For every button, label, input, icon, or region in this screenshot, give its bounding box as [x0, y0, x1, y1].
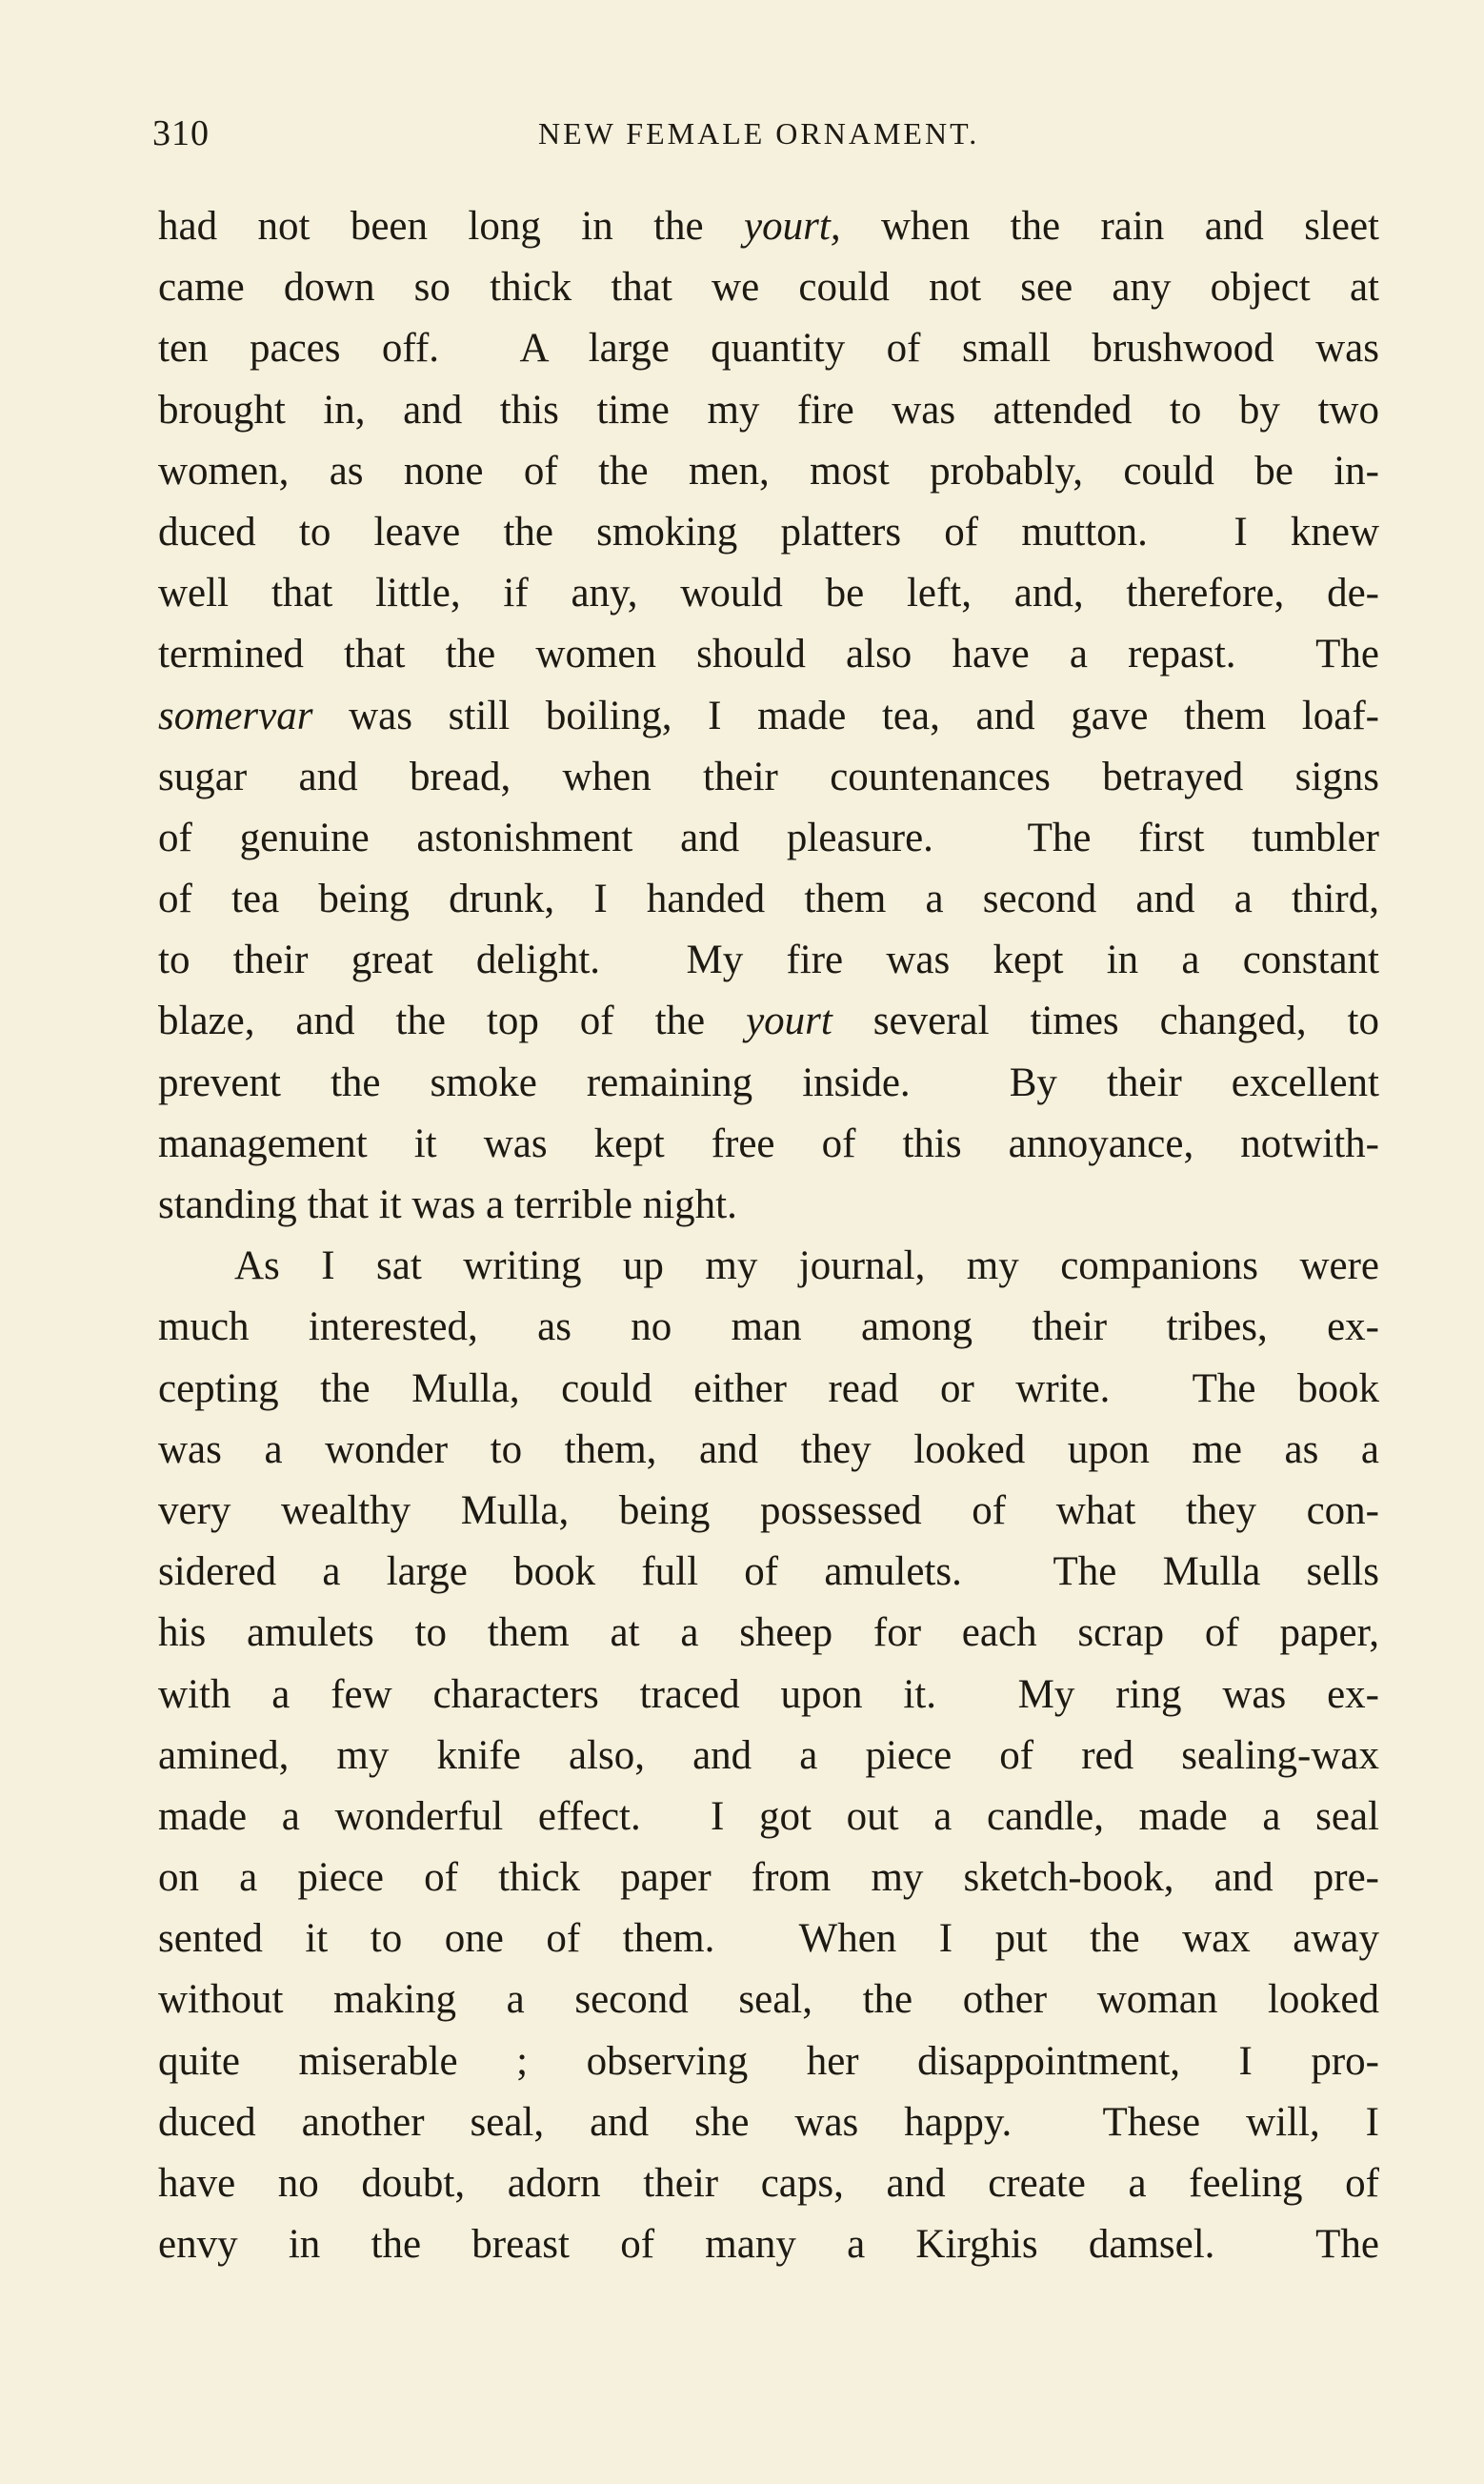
text-segment: management it was kept free of this annoyance, notwith- — [158, 1121, 1379, 1166]
italic-term: somervar — [158, 693, 313, 738]
text-line — [158, 1848, 1379, 1908]
text-segment: very wealthy Mulla, being possessed of what they con- — [158, 1487, 1379, 1533]
text-segment: well that little, if any, would be left, and, therefore, de- — [158, 571, 1379, 616]
text-segment: amined, my knife also, and a piece of red sealing-wax — [158, 1732, 1379, 1778]
text-segment: had not been long in the — [158, 204, 745, 249]
text-segment: sented it to one of them. When I put the wax away — [158, 1916, 1379, 1962]
text-segment: women, as none of the men, most probably, could be in- — [158, 448, 1379, 494]
text-segment: envy in the breast of many a Kirghis damsel. The — [158, 2222, 1379, 2268]
text-segment: came down so thick that we could not see any object at — [158, 265, 1379, 311]
text-line — [158, 930, 1379, 991]
text-segment: was still boiling, I made tea, and gave them loaf- — [312, 693, 1379, 738]
text-line — [158, 624, 1379, 685]
text-segment: made a wonderful effect. I got out a candle, made a seal — [158, 1793, 1379, 1839]
text-line — [158, 1297, 1379, 1358]
running-title: NEW FEMALE ORNAMENT. — [538, 116, 980, 151]
text-line — [158, 441, 1379, 502]
text-segment: his amulets to them at a sheep for each scrap of paper, — [158, 1610, 1379, 1656]
italic-term: yourt — [746, 999, 832, 1044]
text-line — [158, 1175, 1379, 1236]
text-segment: much interested, as no man among their tribes, ex- — [158, 1304, 1379, 1350]
text-line — [158, 686, 1379, 747]
text-line — [158, 1787, 1379, 1848]
text-segment: without making a second seal, the other woman looked — [158, 1977, 1379, 2023]
text-segment: of genuine astonishment and pleasure. The first tumbler — [158, 815, 1379, 860]
text-segment: sidered a large book full of amulets. The Mulla sells — [158, 1549, 1379, 1595]
text-segment: when the rain and sleet — [840, 204, 1379, 249]
text-line — [158, 1236, 1379, 1297]
text-line — [158, 196, 1379, 257]
text-line — [158, 318, 1379, 379]
italic-term: yourt, — [744, 204, 841, 249]
text-segment: to their great delight. My fire was kept in a constant — [158, 938, 1379, 983]
text-line — [158, 1359, 1379, 1420]
text-line — [158, 1665, 1379, 1726]
text-line — [158, 1114, 1379, 1175]
text-line — [158, 869, 1379, 930]
text-segment: quite miserable ; observing her disappointment, I pro- — [158, 2038, 1379, 2084]
text-segment: ten paces off. A large quantity of small brushwood was — [158, 326, 1379, 372]
text-line — [158, 2153, 1379, 2214]
text-line — [158, 1420, 1379, 1481]
text-segment: brought in, and this time my fire was attended to by two — [158, 387, 1379, 433]
text-line — [158, 1908, 1379, 1969]
text-line — [158, 1603, 1379, 1664]
text-line — [158, 2214, 1379, 2275]
text-line — [158, 563, 1379, 624]
body-text — [158, 196, 1379, 2275]
page-header — [152, 112, 1381, 170]
text-line — [158, 1726, 1379, 1787]
text-segment: prevent the smoke remaining inside. By their excellent — [158, 1060, 1379, 1105]
text-line — [158, 1969, 1379, 2030]
text-line — [158, 991, 1379, 1052]
text-segment: sugar and bread, when their countenances betrayed signs — [158, 754, 1379, 799]
text-segment: blaze, and the top of the — [158, 999, 747, 1044]
text-line — [158, 1542, 1379, 1603]
text-segment: with a few characters traced upon it. My ring was ex- — [158, 1671, 1379, 1717]
text-line — [158, 1481, 1379, 1542]
text-segment: several times changed, to — [832, 999, 1380, 1044]
text-segment: As I sat writing up my journal, my companions were — [234, 1243, 1379, 1289]
text-line — [158, 747, 1379, 808]
text-line — [158, 2092, 1379, 2153]
text-segment: of tea being drunk, I handed them a second and a third, — [158, 877, 1379, 922]
text-line — [158, 808, 1379, 869]
text-line — [158, 2031, 1379, 2092]
text-segment: cepting the Mulla, could either read or write. The book — [158, 1365, 1379, 1411]
text-segment: have no doubt, adorn their caps, and create a feeling of — [158, 2161, 1379, 2206]
text-segment: was a wonder to them, and they looked upon me as a — [158, 1426, 1379, 1472]
text-line — [158, 380, 1379, 441]
page-number: 310 — [152, 113, 210, 153]
text-segment: duced another seal, and she was happy. These will, I — [158, 2099, 1379, 2145]
text-line — [158, 1053, 1379, 1114]
text-line — [158, 257, 1379, 318]
text-segment: standing that it was a terrible night. — [158, 1182, 737, 1227]
text-line — [158, 502, 1379, 563]
text-segment: on a piece of thick paper from my sketch-book, and pre- — [158, 1855, 1379, 1901]
text-segment: termined that the women should also have a repast. The — [158, 632, 1379, 677]
text-segment: duced to leave the smoking platters of mutton. I knew — [158, 509, 1379, 555]
